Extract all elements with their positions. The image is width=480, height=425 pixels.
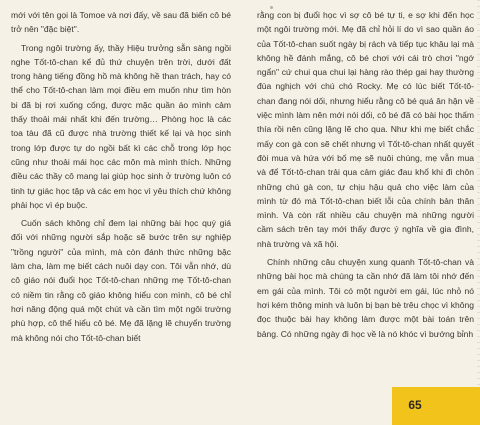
page-number-tab [392,387,480,425]
left-text-column [11,8,231,345]
right-text-column [257,8,474,341]
paragraph: Trong ngôi trường ấy, thầy Hiệu trưởng sẵn sàng ngồi nghe Tốt-tô-chan kể đủ thứ chuyện trên trời, dưới đất trong hàng tiếng đồng hồ mà không hề than trách, hay có thể cho Tốt-tô-chan làm mọi điều em muốn như tìm hòn bi đã bị rơi xuống cống, được mặc quần áo mình cảm thấy thoải mái nhất khi đến trường… Phòng học là các toa tàu đã cũ được nhà trường thiết kế lại và học sinh trong lớp được tự do ngồi bất kì các chỗ trong lớp học cũng như thoải mái học các môn mà mình thích. Những điều các thầy cô mang lại giúp học sinh ở trường luôn có tinh tự giác học tập và các em học vì yêu thích chứ không phải học vì ép buộc. [11,42,231,210]
paragraph: Chính những câu chuyện xung quanh Tốt-tô-chan và những bài học mà chúng ta cần nhớ đã làm tôi nhớ đến em gái của mình. Tôi có một người em gái, lúc nhỏ nó hơi kém thông minh và luôn bị bạn bè trêu chọc vì không đọc thuộc bài hay không làm được một bài toán trên bảng. Có những ngày đi học về là nó khóc vì bướng bỉnh [257,257,474,339]
paragraph: rằng con bị đuổi học vì sợ cô bé tự ti, e sợ khi đến học một ngôi trường mới. Mẹ đã chỉ hỏi lí do vì sao quần áo của Tốt-tô-chan suốt ngày bị rách và tiếp tục khâu lại mà không hề đánh mắng, cô bé chơi với cái trò chơi "ngớ ngẩn" cứ chui qua chui lại hàng rào thép gai hay thường đùa nghịch với chú chó Rocky. Mẹ có lúc biết Tốt-tô-chan đang nói dối, nhưng hiểu rằng cô bé quá ân hận về việc mình làm nên mới nói dối, cô bé đã có bài học thấm thía rồi nên cũng lặng lẽ cho qua. Như khi mẹ biết chắc mấy con gà con sẽ chết nhưng vì Tốt-tô-chan nhất quyết đòi mua và hứa với bố mẹ sẽ nuôi chúng, mẹ vẫn mua và để Tốt-tô-chan trải qua cảm giác đau khổ khi đi chôn những chú gà con, tự chịu hậu quả cho việc làm của mình từ đó mà Tốt-tô-chan biết lỗi của chính bản thân mình. Và còn rất nhiều câu chuyện mà những người cầm sách trên tay mới thấy được ý nghĩa về gia đình, nhà trường và xã hội. [257,10,474,249]
paragraph: Cuốn sách không chỉ đem lại những bài học quý giá đối với những người sắp hoặc sẽ bước trên sự nghiệp "trồng người" của mình, mà còn đánh thức những bậc làm cha, làm mẹ biết cách nuôi dạy con. Tôi vẫn nhớ, dù cô giáo nói đuổi học Tốt-tô-chan những mẹ Tốt-tô-chan có niềm tin rằng cô giáo không hiểu con mình, cô bé chỉ hơi năng động quá một chút và cần tìm một ngôi trường phù hợp, cô thể hiểu cô bé. Mẹ đã lặng lẽ chuyển trường mà không nói cho Tốt-tô-chan biết [11,218,231,343]
paragraph: mới với tên gọi là Tomoe và nơi đấy, về sau đã biến cô bé trở nên "đặc biệt". [11,10,231,35]
page-number: 65 [408,398,422,412]
